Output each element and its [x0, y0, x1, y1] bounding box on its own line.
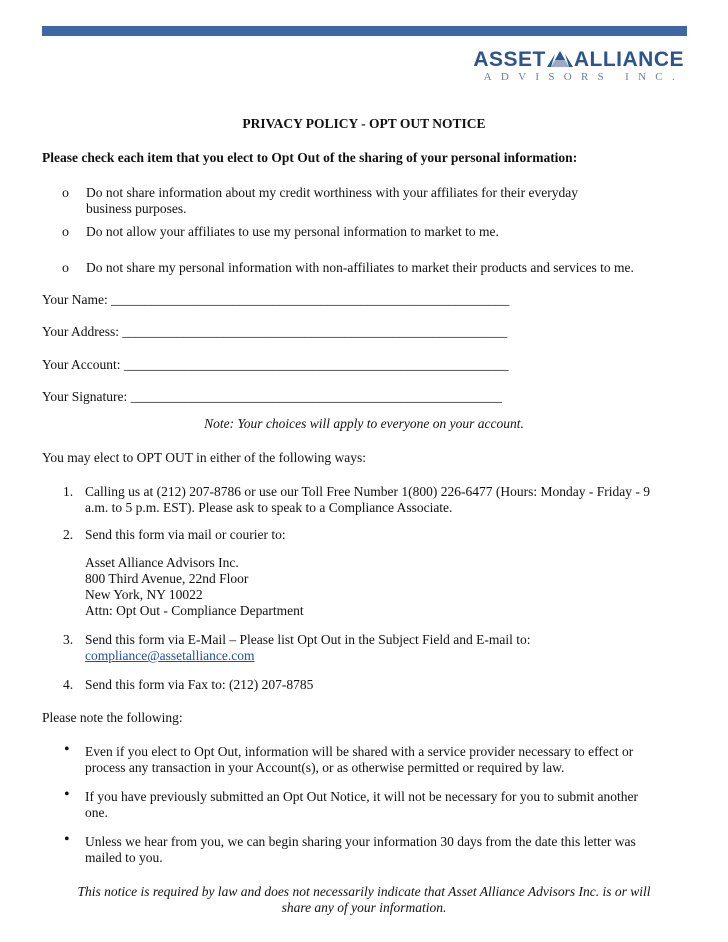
logo-subtitle: ADVISORS INC. [483, 71, 684, 83]
checkbox-circle-icon[interactable]: o [62, 261, 69, 276]
mail-address-line4: Attn: Opt Out - Compliance Department [85, 603, 304, 618]
note-service-provider-line2: process any transaction in your Account(s), or as otherwise permitted or required by law. [85, 760, 565, 775]
checkbox-circle-icon[interactable]: o [62, 186, 69, 201]
company-logo [473, 40, 686, 84]
page-title: PRIVACY POLICY - OPT OUT NOTICE [242, 116, 486, 131]
note-30-days-line1: Unless we hear from you, we can begin sharing your information 30 days from the date this letter was [85, 834, 636, 849]
footer-disclaimer-line2: share any of your information. [281, 900, 447, 915]
way-phone-line1: Calling us at (212) 207-8786 or use our Toll Free Number 1(800) 226-6477 (Hours: Monday - Friday - 9 [85, 484, 650, 499]
option-text: Do not share information about my credit worthiness with your affiliates for their everyday business purposes. [86, 185, 578, 216]
opt-out-ways-intro: You may elect to OPT OUT in either of the following ways: [42, 450, 366, 465]
compliance-email-link[interactable]: compliance@assetalliance.com [85, 648, 255, 663]
list-number: 2. [63, 527, 74, 542]
opt-out-option-credit[interactable] [62, 185, 578, 216]
note-30-days-line2: mailed to you. [85, 850, 163, 865]
note-previous-submission-line1: If you have previously submitted an Opt Out Notice, it will not be necessary for you to submit another [85, 789, 639, 804]
logo-word-alliance: ALLIANCE [573, 48, 684, 71]
please-note-heading: Please note the following: [42, 710, 183, 725]
way-mail: Send this form via mail or courier to: [85, 527, 286, 542]
address-field[interactable]: Your Address: _________________________________________________________ [42, 324, 508, 339]
way-email: Send this form via E-Mail – Please list Opt Out in the Subject Field and E-mail to: [85, 632, 531, 647]
mail-address-line2: 800 Third Avenue, 22nd Floor [85, 571, 249, 586]
bullet-icon: • [64, 831, 70, 848]
header-bar [42, 26, 687, 36]
mail-address-line1: Asset Alliance Advisors Inc. [85, 555, 239, 570]
signature-field[interactable]: Your Signature: _______________________________________________________ [42, 389, 502, 404]
note-previous-submission-line2: one. [85, 805, 108, 820]
mail-address-line3: New York, NY 10022 [85, 587, 203, 602]
note-service-provider-line1: Even if you elect to Opt Out, information will be shared with a service provider necessary to effect or [85, 744, 634, 759]
account-field[interactable]: Your Account: _________________________________________________________ [42, 357, 509, 372]
bullet-icon: • [64, 741, 70, 758]
opt-out-option-non-affiliates[interactable] [62, 260, 634, 277]
name-field[interactable]: Your Name: ___________________________________________________________ [42, 292, 510, 307]
list-number: 3. [63, 632, 74, 647]
way-phone-line2: a.m. to 5 p.m. EST). Please ask to speak to a Compliance Associate. [85, 500, 453, 515]
checkbox-circle-icon[interactable]: o [62, 225, 69, 240]
option-text: Do not share my personal information with non-affiliates to market their products and services to me. [86, 260, 634, 275]
opt-out-option-affiliates[interactable] [62, 224, 499, 241]
account-note: Note: Your choices will apply to everyone on your account. [204, 416, 524, 431]
way-fax: Send this form via Fax to: (212) 207-8785 [85, 677, 314, 692]
instructions: Please check each item that you elect to Opt Out of the sharing of your personal information: [42, 150, 578, 165]
bullet-icon: • [64, 786, 70, 803]
logo-word-asset: ASSET [473, 48, 546, 71]
option-text: Do not allow your affiliates to use my personal information to market to me. [86, 224, 499, 239]
logo-wordmark [473, 48, 684, 72]
list-number: 1. [63, 484, 74, 499]
footer-disclaimer-line1: This notice is required by law and does not necessarily indicate that Asset Alliance Advisors Inc. is or will [77, 884, 651, 899]
triangle-logo-icon [547, 51, 573, 67]
list-number: 4. [63, 677, 74, 692]
